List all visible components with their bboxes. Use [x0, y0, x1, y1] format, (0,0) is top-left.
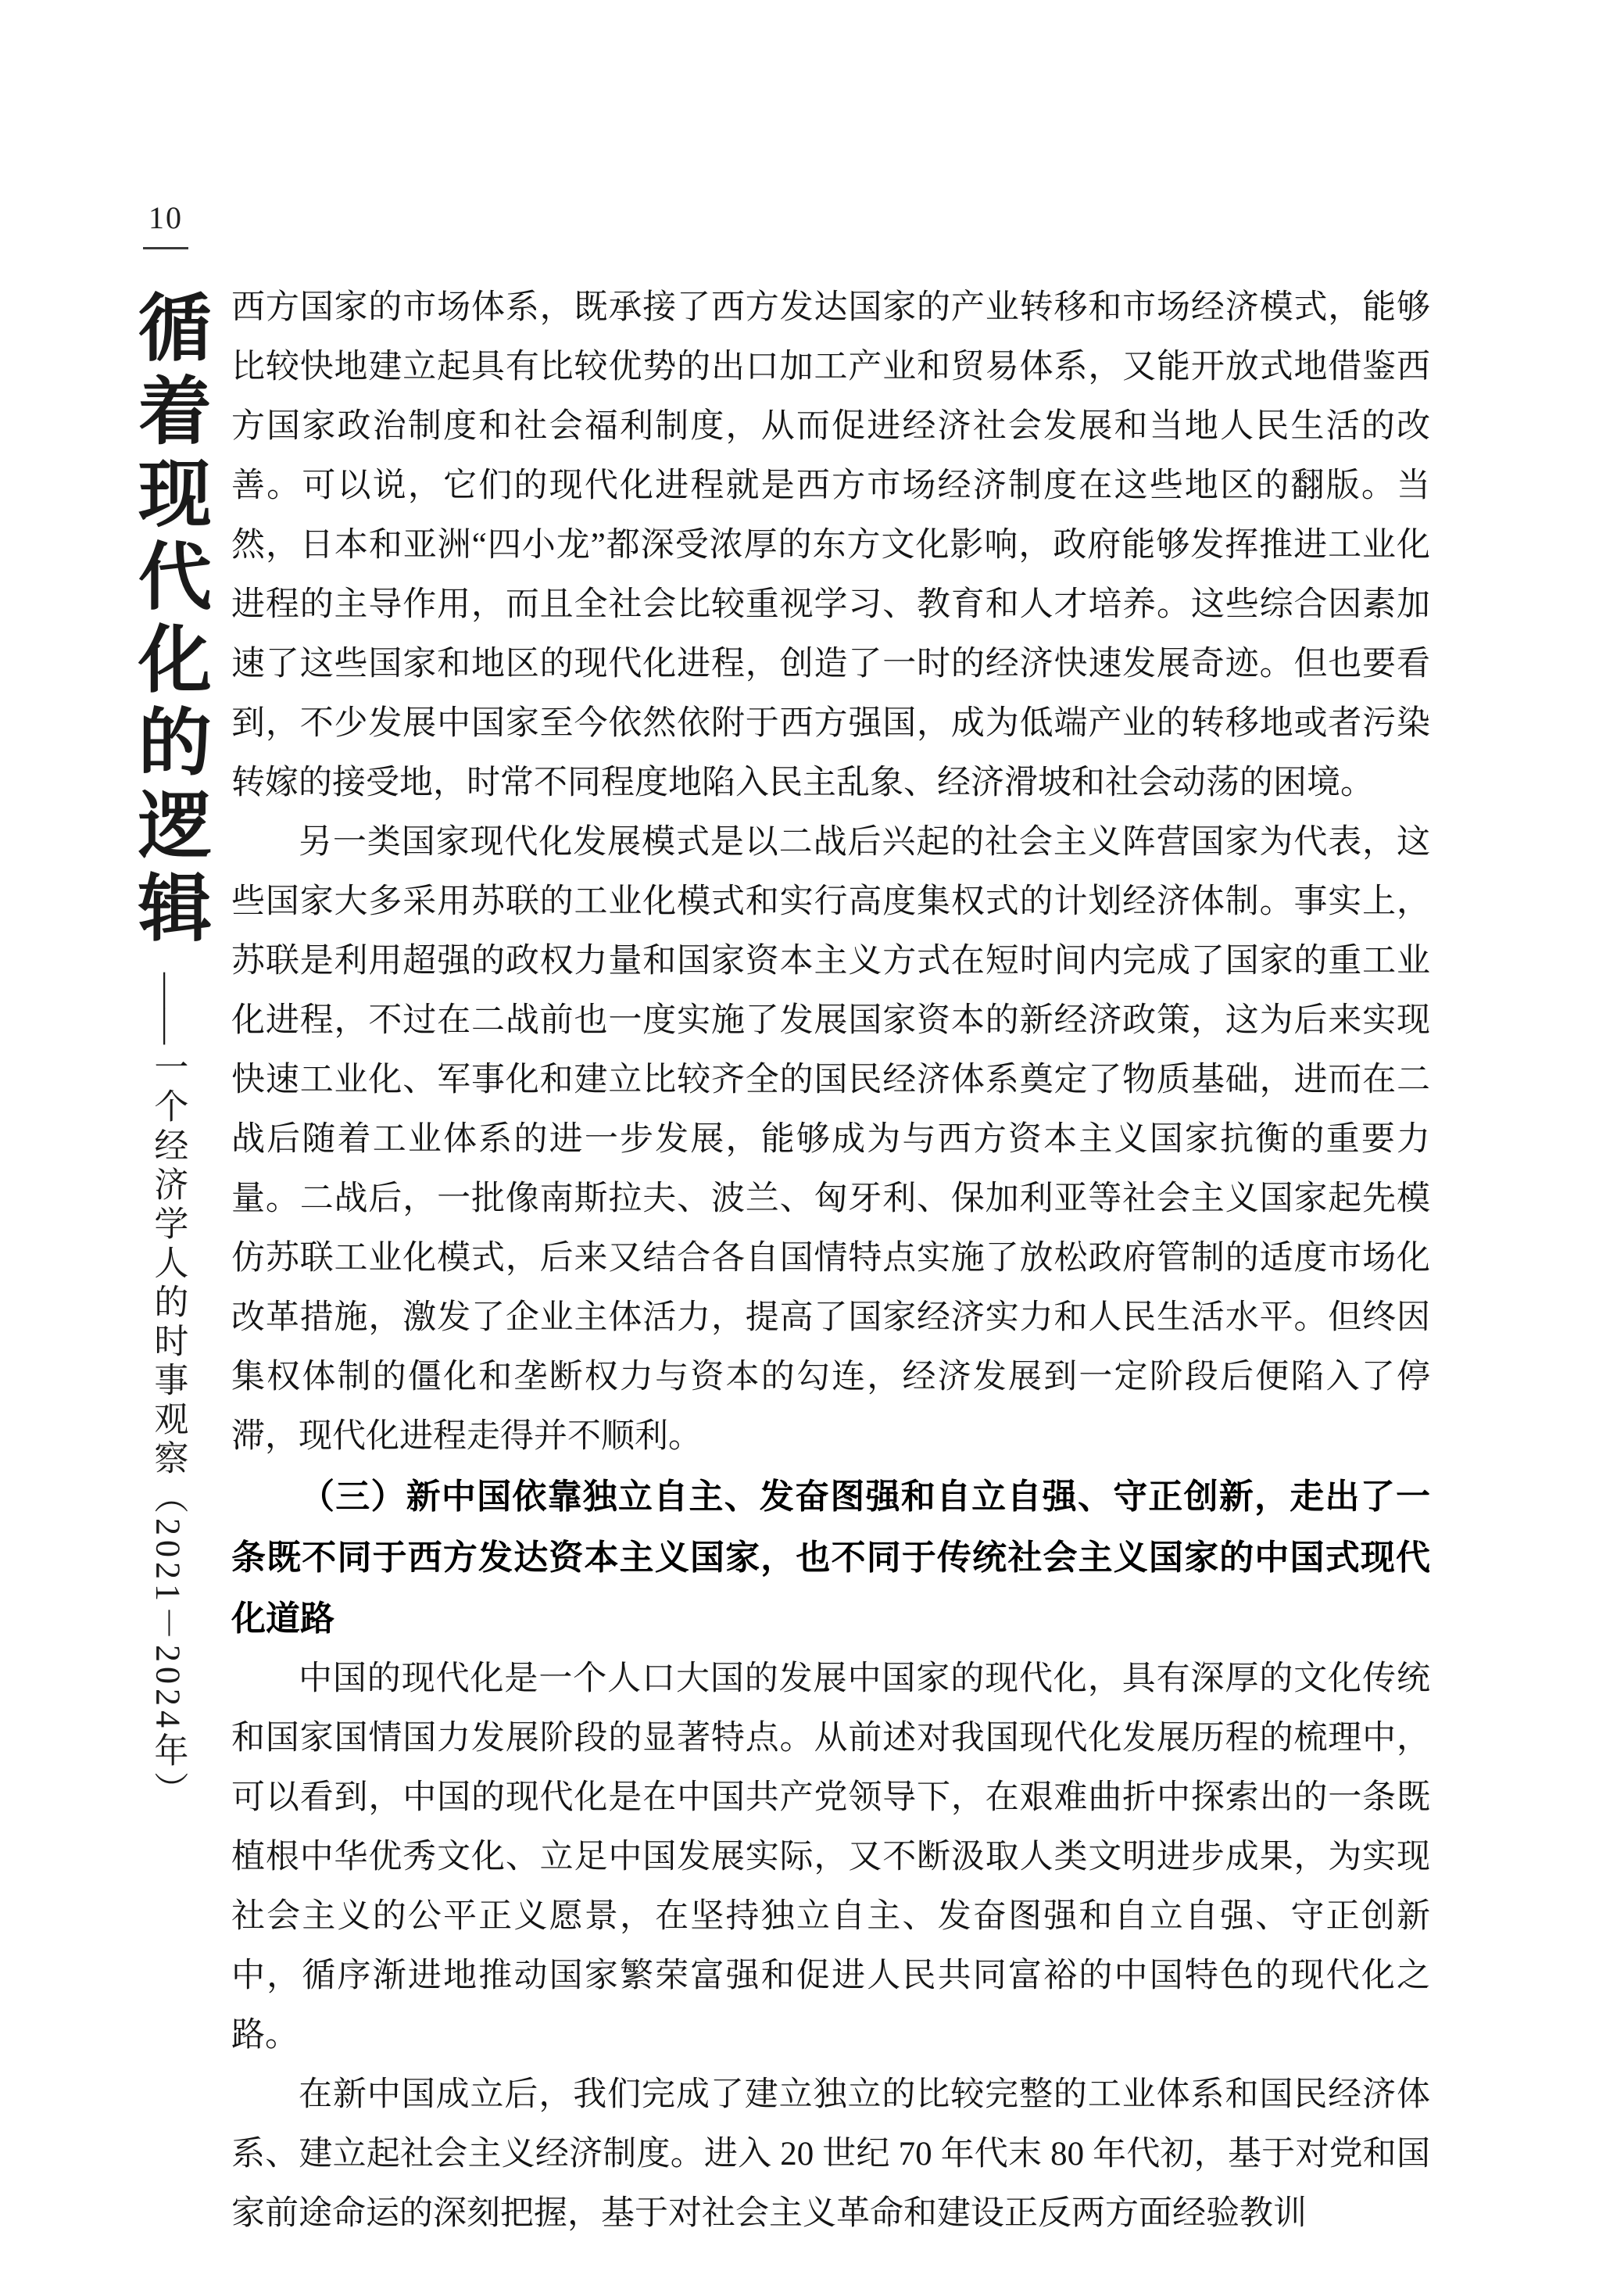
main-text-column [231, 278, 1430, 2244]
paragraph: 另一类国家现代化发展模式是以二战后兴起的社会主义阵营国家为代表，这些国家大多采用苏联的工业化模式和实行高度集权式的计划经济体制。事实上，苏联是利用超强的政权力量和国家资本主义方式在短时间内完成了国家的重工业化进程，不过在二战前也一度实施了发展国家资本的新经济政策，这为后来实现快速工业化、军事化和建立比较齐全的国民经济体系奠定了物质基础，进而在二战后随着工业体系的进一步发展，能够成为与西方资本主义国家抗衡的重要力量。二战后，一批像南斯拉夫、波兰、匈牙利、保加利亚等社会主义国家起先模仿苏联工业化模式，后来又结合各自国情特点实施了放松政府管制的适度市场化改革措施，激发了企业主体活力，提高了国家经济实力和人民生活水平。但终因集权体制的僵化和垄断权力与资本的勾连，经济发展到一定阶段后便陷入了停滞，现代化进程走得并不顺利。 [231, 824, 1430, 1455]
page-number: 10 [148, 200, 183, 235]
page-number-rule [143, 247, 188, 249]
paragraph: 西方国家的市场体系，既承接了西方发达国家的产业转移和市场经济模式，能够比较快地建立起具有比较优势的出口加工产业和贸易体系，又能开放式地借鉴西方国家政治制度和社会福利制度，从而促进经济社会发展和当地人民生活的改善。可以说，它们的现代化进程就是西方市场经济制度在这些地区的翻版。当然，日本和亚洲“四小龙”都深受浓厚的东方文化影响，政府能够发挥推进工业化进程的主导作用，而且全社会比较重视学习、教育和人才培养。这些综合因素加速了这些国家和地区的现代化进程，创造了一时的经济快速发展奇迹。但也要看到，不少发展中国家至今依然依附于西方强国，成为低端产业的转移地或者污染转嫁的接受地，时常不同程度地陷入民主乱象、经济滑坡和社会动荡的困境。 [231, 289, 1430, 801]
book-subtitle: 一个经济学人的时事观察（2021－2024年） [148, 1049, 188, 1811]
book-spine-title [127, 289, 207, 1931]
paragraph: 在新中国成立后，我们完成了建立独立的比较完整的工业体系和国民经济体系、建立起社会主义经济制度。进入 20 世纪 70 年代末 80 年代初，基于对党和国家前途命运的深刻把握，基于对社会主义革命和建设正反两方面经验教训 [231, 2076, 1430, 2232]
book-title-calligraphy: 循着现代化的逻辑 [127, 289, 209, 952]
title-dash: —— [148, 973, 188, 1044]
section-heading: （三）新中国依靠独立自主、发奋图强和自立自强、守正创新，走出了一条既不同于西方发达资本主义国家，也不同于传统社会主义国家的中国式现代化道路 [231, 1478, 1430, 1638]
paragraph: 中国的现代化是一个人口大国的发展中国家的现代化，具有深厚的文化传统和国家国情国力发展阶段的显著特点。从前述对我国现代化发展历程的梳理中，可以看到，中国的现代化是在中国共产党领导下，在艰难曲折中探索出的一条既植根中华优秀文化、立足中国发展实际，又不断汲取人类文明进步成果，为实现社会主义的公平正义愿景，在坚持独立自主、发奋图强和自立自强、守正创新中，循序渐进地推动国家繁荣富强和促进人民共同富裕的中国特色的现代化之路。 [231, 1660, 1430, 2054]
page-number-block [143, 199, 188, 249]
